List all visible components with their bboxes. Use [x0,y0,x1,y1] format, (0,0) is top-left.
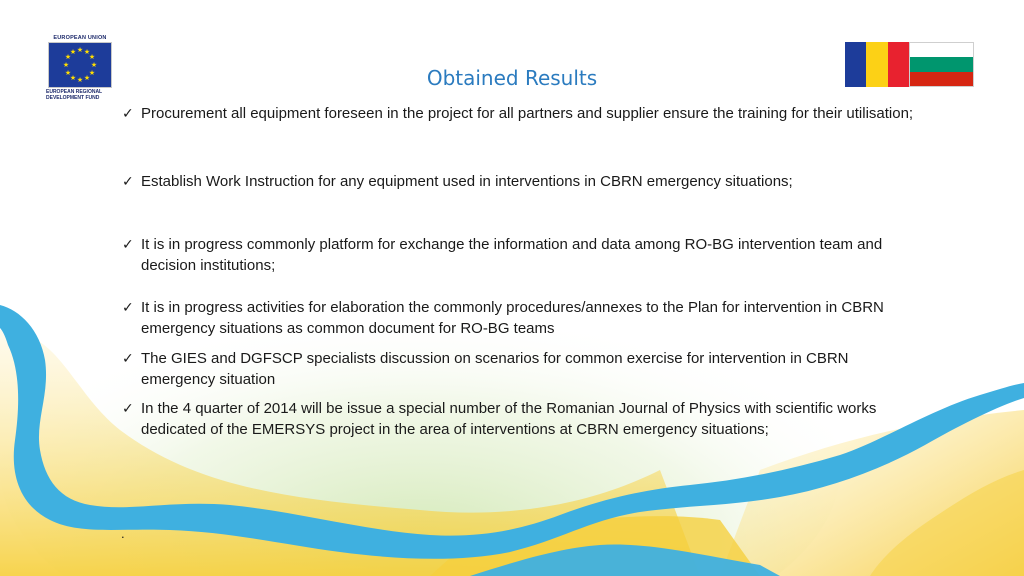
svg-text:★: ★ [76,46,84,54]
svg-text:★: ★ [76,76,84,84]
svg-text:★: ★ [64,53,72,61]
list-item [122,104,922,125]
svg-text:★: ★ [64,69,72,77]
check-icon: ✓ [122,173,134,190]
list-item-text: In the 4 quarter of 2014 will be issue a special number of the Romanian Journal of Physics with scientific works dedicated of the EMERSYS project in the area of interventions at CBRN emergency situations; [141,400,877,438]
list-item-text: Procurement all equipment foreseen in the project for all partners and supplier ensure the training for their utilisation; [141,105,914,122]
svg-text:★: ★ [90,61,98,69]
check-icon: ✓ [122,237,134,253]
svg-text:★: ★ [69,48,77,56]
svg-text:★: ★ [88,53,96,61]
list-item [122,172,922,193]
list-item-text: It is in progress activities for elaboration the commonly procedures/annexes to the Plan for intervention in CBRN emergency situations as common document for RO-BG teams [141,299,884,337]
list-item-text: It is in progress commonly platform for exchange the information and data among RO-BG intervention team and decision institutions; [141,236,883,274]
list-item-text: The GIES and DGFSCP specialists discussion on scenarios for common exercise for intervention in CBRN emergency situation [141,350,849,388]
list-item-text: Establish Work Instruction for any equipment used in interventions in CBRN emergency situations; [141,172,793,190]
list-item [122,298,922,339]
list-item [122,399,922,440]
slide-title: Obtained Results [426,66,598,90]
check-icon: ✓ [122,401,134,417]
check-icon: ✓ [122,106,134,122]
list-item [122,235,922,276]
eu-logo-top-text: EUROPEAN UNION [53,35,107,41]
list-item [122,349,922,390]
eu-logo-bottom-line1: EUROPEAN REGIONAL [46,89,103,95]
svg-text:★: ★ [88,69,96,77]
check-icon: ✓ [122,351,134,367]
svg-text:★: ★ [62,61,70,69]
check-icon: ✓ [122,300,134,316]
svg-text:★: ★ [69,74,77,82]
footer-dot: . [121,526,125,541]
eu-logo-bottom-line2: DEVELOPMENT FUND [46,94,100,101]
svg-text:★: ★ [83,74,91,82]
svg-text:★: ★ [83,48,91,56]
results-list [122,104,922,440]
